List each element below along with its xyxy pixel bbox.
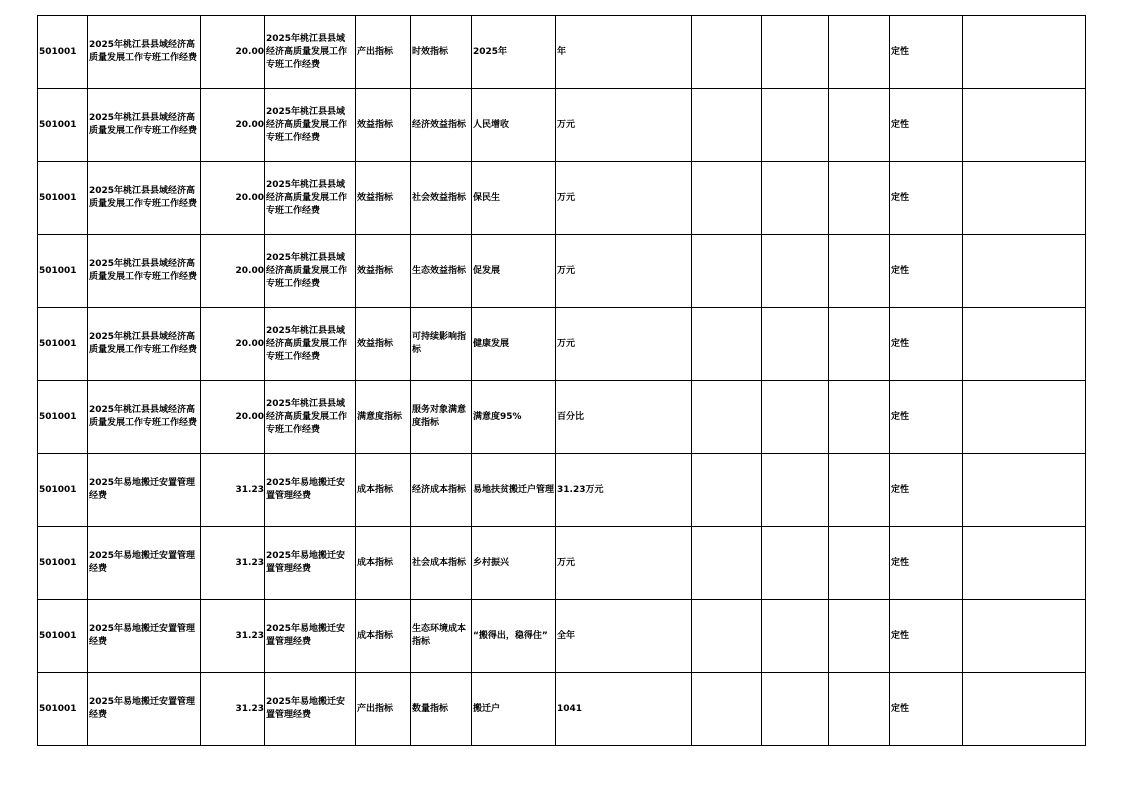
indicator-level2-cell: 可持续影响指标	[411, 308, 472, 381]
indicator-nature-cell: 定性	[890, 600, 963, 673]
indicator-level3-cell: 满意度95%	[472, 381, 556, 454]
project-name-cell: 2025年易地搬迁安置管理经费	[265, 600, 356, 673]
empty-cell	[762, 162, 829, 235]
empty-cell	[762, 308, 829, 381]
empty-cell	[963, 16, 1086, 89]
unit-code-cell: 501001	[38, 527, 88, 600]
project-name-cell: 2025年桃江县县域经济高质量发展工作专班工作经费	[88, 381, 201, 454]
indicator-value-cell: 1041	[556, 673, 692, 746]
empty-cell	[692, 527, 762, 600]
empty-cell	[692, 308, 762, 381]
indicator-nature-cell: 定性	[890, 162, 963, 235]
amount-cell: 31.23	[201, 454, 265, 527]
indicator-level1-cell: 效益指标	[356, 89, 411, 162]
empty-cell	[762, 600, 829, 673]
empty-cell	[762, 235, 829, 308]
indicator-level3-cell: 保民生	[472, 162, 556, 235]
empty-cell	[829, 308, 890, 381]
project-name-cell: 2025年桃江县县域经济高质量发展工作专班工作经费	[265, 89, 356, 162]
project-name-cell: 2025年易地搬迁安置管理经费	[88, 673, 201, 746]
project-name-cell: 2025年桃江县县域经济高质量发展工作专班工作经费	[88, 89, 201, 162]
table-row	[38, 16, 1086, 89]
project-name-cell: 2025年易地搬迁安置管理经费	[88, 454, 201, 527]
empty-cell	[762, 527, 829, 600]
indicator-level1-cell: 产出指标	[356, 673, 411, 746]
indicator-nature-cell: 定性	[890, 16, 963, 89]
empty-cell	[829, 454, 890, 527]
project-name-cell: 2025年易地搬迁安置管理经费	[88, 600, 201, 673]
empty-cell	[829, 600, 890, 673]
table-row	[38, 673, 1086, 746]
amount-cell: 20.00	[201, 16, 265, 89]
project-name-cell: 2025年桃江县县域经济高质量发展工作专班工作经费	[265, 381, 356, 454]
table-row	[38, 235, 1086, 308]
project-name-cell: 2025年桃江县县域经济高质量发展工作专班工作经费	[88, 235, 201, 308]
empty-cell	[692, 600, 762, 673]
unit-code-cell: 501001	[38, 454, 88, 527]
amount-cell: 31.23	[201, 600, 265, 673]
table-row	[38, 308, 1086, 381]
empty-cell	[762, 16, 829, 89]
empty-cell	[762, 89, 829, 162]
indicator-level2-cell: 社会效益指标	[411, 162, 472, 235]
indicator-level2-cell: 服务对象满意度指标	[411, 381, 472, 454]
indicator-level1-cell: 效益指标	[356, 235, 411, 308]
empty-cell	[692, 16, 762, 89]
project-name-cell: 2025年桃江县县域经济高质量发展工作专班工作经费	[265, 16, 356, 89]
unit-code-cell: 501001	[38, 673, 88, 746]
empty-cell	[829, 162, 890, 235]
indicator-level1-cell: 成本指标	[356, 600, 411, 673]
empty-cell	[829, 89, 890, 162]
indicator-nature-cell: 定性	[890, 308, 963, 381]
indicator-level2-cell: 时效指标	[411, 16, 472, 89]
indicator-value-cell: 万元	[556, 89, 692, 162]
indicator-nature-cell: 定性	[890, 381, 963, 454]
indicator-level3-cell: 人民增收	[472, 89, 556, 162]
empty-cell	[963, 162, 1086, 235]
project-name-cell: 2025年桃江县县域经济高质量发展工作专班工作经费	[265, 235, 356, 308]
empty-cell	[692, 673, 762, 746]
indicator-level1-cell: 效益指标	[356, 162, 411, 235]
empty-cell	[963, 673, 1086, 746]
empty-cell	[762, 673, 829, 746]
empty-cell	[963, 308, 1086, 381]
indicator-level1-cell: 成本指标	[356, 527, 411, 600]
empty-cell	[829, 381, 890, 454]
empty-cell	[692, 235, 762, 308]
table-row	[38, 162, 1086, 235]
indicator-level2-cell: 社会成本指标	[411, 527, 472, 600]
project-name-cell: 2025年易地搬迁安置管理经费	[265, 673, 356, 746]
empty-cell	[963, 527, 1086, 600]
indicator-nature-cell: 定性	[890, 673, 963, 746]
project-name-cell: 2025年桃江县县域经济高质量发展工作专班工作经费	[88, 162, 201, 235]
empty-cell	[963, 89, 1086, 162]
empty-cell	[829, 16, 890, 89]
indicator-value-cell: 31.23万元	[556, 454, 692, 527]
amount-cell: 20.00	[201, 381, 265, 454]
project-name-cell: 2025年桃江县县域经济高质量发展工作专班工作经费	[265, 162, 356, 235]
empty-cell	[829, 673, 890, 746]
unit-code-cell: 501001	[38, 381, 88, 454]
indicator-value-cell: 百分比	[556, 381, 692, 454]
unit-code-cell: 501001	[38, 235, 88, 308]
amount-cell: 31.23	[201, 527, 265, 600]
empty-cell	[692, 162, 762, 235]
empty-cell	[692, 89, 762, 162]
indicator-level1-cell: 效益指标	[356, 308, 411, 381]
empty-cell	[963, 381, 1086, 454]
indicator-level2-cell: 生态效益指标	[411, 235, 472, 308]
indicator-nature-cell: 定性	[890, 89, 963, 162]
unit-code-cell: 501001	[38, 308, 88, 381]
indicator-value-cell: 万元	[556, 162, 692, 235]
indicator-level3-cell: 2025年	[472, 16, 556, 89]
indicator-level1-cell: 满意度指标	[356, 381, 411, 454]
unit-code-cell: 501001	[38, 16, 88, 89]
project-name-cell: 2025年桃江县县域经济高质量发展工作专班工作经费	[265, 308, 356, 381]
table-row	[38, 381, 1086, 454]
indicator-nature-cell: 定性	[890, 235, 963, 308]
indicator-level3-cell: “搬得出，稳得住”	[472, 600, 556, 673]
unit-code-cell: 501001	[38, 600, 88, 673]
indicator-level3-cell: 易地扶贫搬迁户管理	[472, 454, 556, 527]
amount-cell: 20.00	[201, 308, 265, 381]
project-name-cell: 2025年桃江县县域经济高质量发展工作专班工作经费	[88, 16, 201, 89]
indicator-level3-cell: 搬迁户	[472, 673, 556, 746]
unit-code-cell: 501001	[38, 162, 88, 235]
indicator-level2-cell: 数量指标	[411, 673, 472, 746]
table-row	[38, 454, 1086, 527]
indicator-level2-cell: 生态环境成本指标	[411, 600, 472, 673]
indicator-level3-cell: 健康发展	[472, 308, 556, 381]
empty-cell	[762, 381, 829, 454]
indicator-level1-cell: 成本指标	[356, 454, 411, 527]
indicator-level2-cell: 经济成本指标	[411, 454, 472, 527]
indicator-nature-cell: 定性	[890, 527, 963, 600]
indicator-value-cell: 年	[556, 16, 692, 89]
performance-indicator-table	[37, 15, 1086, 746]
empty-cell	[963, 235, 1086, 308]
indicator-level1-cell: 产出指标	[356, 16, 411, 89]
unit-code-cell: 501001	[38, 89, 88, 162]
empty-cell	[963, 454, 1086, 527]
indicator-nature-cell: 定性	[890, 454, 963, 527]
empty-cell	[829, 235, 890, 308]
indicator-level3-cell: 促发展	[472, 235, 556, 308]
table-row	[38, 89, 1086, 162]
empty-cell	[963, 600, 1086, 673]
indicator-value-cell: 万元	[556, 308, 692, 381]
amount-cell: 20.00	[201, 89, 265, 162]
amount-cell: 20.00	[201, 235, 265, 308]
amount-cell: 20.00	[201, 162, 265, 235]
project-name-cell: 2025年易地搬迁安置管理经费	[265, 527, 356, 600]
project-name-cell: 2025年易地搬迁安置管理经费	[265, 454, 356, 527]
indicator-value-cell: 全年	[556, 600, 692, 673]
indicator-level3-cell: 乡村振兴	[472, 527, 556, 600]
indicator-level2-cell: 经济效益指标	[411, 89, 472, 162]
empty-cell	[829, 527, 890, 600]
project-name-cell: 2025年桃江县县域经济高质量发展工作专班工作经费	[88, 308, 201, 381]
empty-cell	[762, 454, 829, 527]
table-row	[38, 527, 1086, 600]
indicator-value-cell: 万元	[556, 235, 692, 308]
project-name-cell: 2025年易地搬迁安置管理经费	[88, 527, 201, 600]
table-row	[38, 600, 1086, 673]
empty-cell	[692, 454, 762, 527]
indicator-value-cell: 万元	[556, 527, 692, 600]
empty-cell	[692, 381, 762, 454]
amount-cell: 31.23	[201, 673, 265, 746]
